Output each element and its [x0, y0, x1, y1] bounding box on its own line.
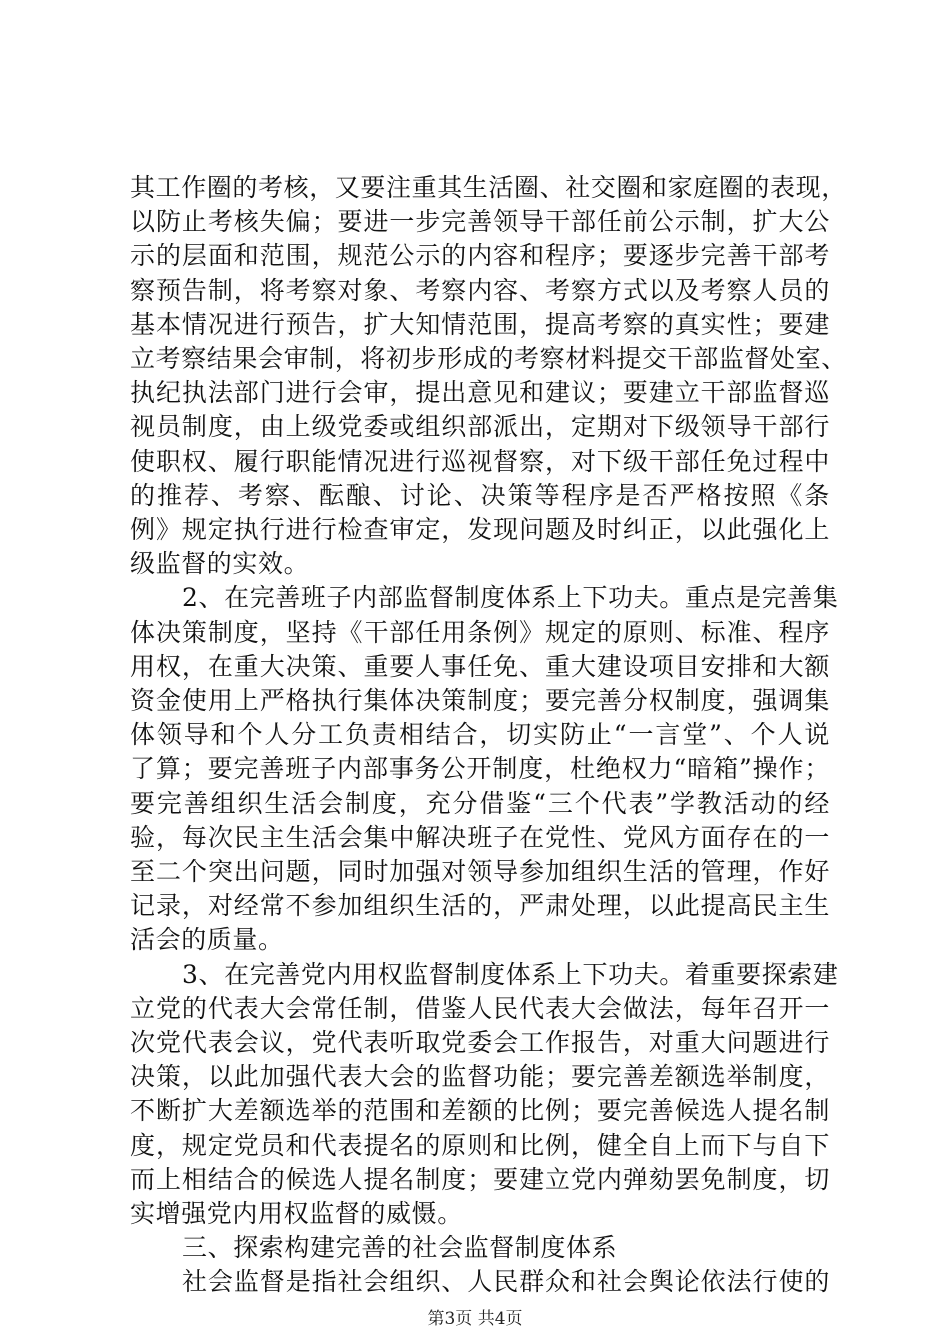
text-line: 体领导和个人分工负责相结合，切实防止“一言堂”、个人说 [130, 720, 830, 749]
page-number-footer: 第3页 共4页 [427, 1309, 523, 1329]
text-line: 而上相结合的候选人提名制度；要建立党内弹劾罢免制度，切 [130, 1165, 830, 1194]
text-line: 例》规定执行进行检查审定，发现问题及时纠正，以此强化上 [130, 515, 830, 544]
text-line: 以防止考核失偏；要进一步完善领导干部任前公示制，扩大公 [130, 207, 830, 236]
text-line: 级监督的实效。 [130, 549, 310, 578]
text-line: 执纪执法部门进行会审，提出意见和建议；要建立干部监督巡 [130, 378, 830, 407]
text-line: 视员制度，由上级党委或组织部派出，定期对下级领导干部行 [130, 412, 830, 441]
text-line: 验，每次民主生活会集中解决班子在党性、党风方面存在的一 [130, 823, 830, 852]
text-line: 基本情况进行预告，扩大知情范围，提高考察的真实性；要建 [130, 310, 830, 339]
text-line: 至二个突出问题，同时加强对领导参加组织生活的管理，作好 [130, 857, 830, 886]
text-line: 次党代表会议，党代表听取党委会工作报告，对重大问题进行 [130, 1028, 830, 1057]
section-3-heading-line: 3、在完善党内用权监督制度体系上下功夫。着重要探索建 [182, 960, 839, 989]
text-line: 察预告制，将考察对象、考察内容、考察方式以及考察人员的 [130, 276, 830, 305]
text-line: 的推荐、考察、酝酿、讨论、决策等程序是否严格按照《条 [130, 481, 830, 510]
text-line: 资金使用上严格执行集体决策制度；要完善分权制度，强调集 [130, 686, 830, 715]
text-line: 示的层面和范围，规范公示的内容和程序；要逐步完善干部考 [130, 241, 830, 270]
text-line: 记录，对经常不参加组织生活的，严肃处理，以此提高民主生 [130, 891, 830, 920]
text-line: 其工作圈的考核，又要注重其生活圈、社交圈和家庭圈的表现， [130, 173, 847, 202]
text-line: 实增强党内用权监督的威慑。 [130, 1199, 463, 1228]
section-heading: 三、探索构建完善的社会监督制度体系 [182, 1233, 618, 1262]
text-line: 要完善组织生活会制度，充分借鉴“三个代表”学教活动的经 [130, 789, 830, 818]
text-line: 活会的质量。 [130, 925, 284, 954]
text-line: 了算；要完善班子内部事务公开制度，杜绝权力“暗箱”操作； [130, 754, 830, 783]
text-line: 度，规定党员和代表提名的原则和比例，健全自上而下与自下 [130, 1131, 830, 1160]
section-2-heading-line: 2、在完善班子内部监督制度体系上下功夫。重点是完善集 [182, 583, 839, 612]
text-line: 决策，以此加强代表大会的监督功能；要完善差额选举制度， [130, 1062, 830, 1091]
text-line: 用权，在重大决策、重要人事任免、重大建设项目安排和大额 [130, 652, 830, 681]
text-line: 使职权、履行职能情况进行巡视督察，对下级干部任免过程中 [130, 447, 830, 476]
text-line: 立考察结果会审制，将初步形成的考察材料提交干部监督处室、 [130, 344, 847, 373]
text-line: 体决策制度，坚持《干部任用条例》规定的原则、标准、程序 [130, 618, 830, 647]
text-line: 不断扩大差额选举的范围和差额的比例；要完善候选人提名制 [130, 1096, 830, 1125]
text-line: 立党的代表大会常任制，借鉴人民代表大会做法，每年召开一 [130, 994, 830, 1023]
text-line: 社会监督是指社会组织、人民群众和社会舆论依法行使的 [182, 1267, 830, 1296]
